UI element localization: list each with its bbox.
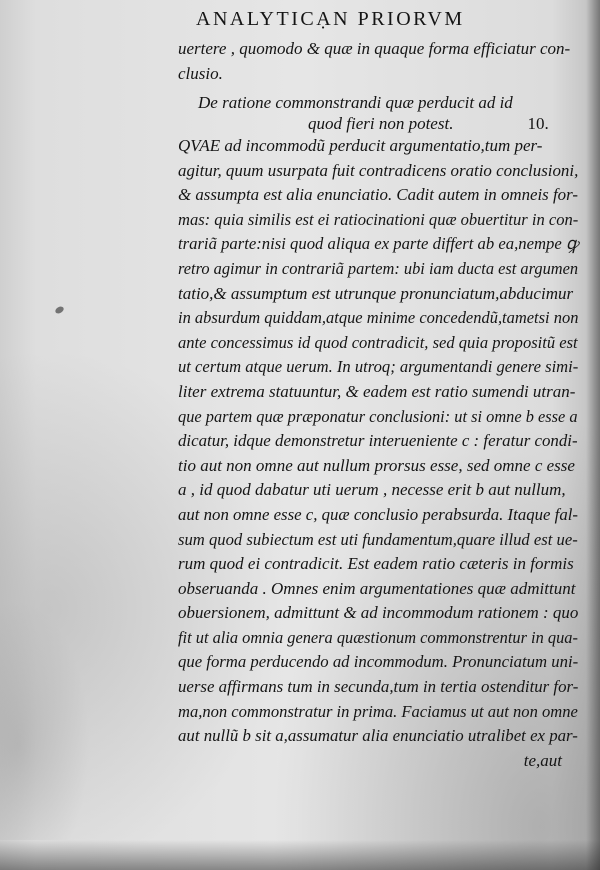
text-line: sum quod subiectum est uti fundamentum,quare illud est ue- [178, 529, 578, 549]
page-stain [0, 600, 90, 840]
section-heading-line: De ratione commonstrandi quæ perducit ad id [198, 93, 513, 112]
section-heading [198, 92, 558, 134]
text-line: aut non omne esse c, quæ conclusio perabsurda. Itaque fal- [178, 504, 578, 524]
section-heading-line [308, 113, 558, 134]
text-line: que partem quæ præponatur conclusioni: ut si omne b esse a [178, 406, 578, 426]
text-line: mas: quia similis est ei ratiocinationi quæ obuertitur in con- [178, 209, 579, 229]
text-line: QVAE ad incommodũ perducit argumentatio,tum per- [178, 136, 543, 155]
text-line: rum quod ei contradicit. Est eadem ratio cæteris in formis [178, 554, 574, 574]
text-line: te,aut [523, 750, 562, 770]
running-head: ANALYTICẠN PRIORVM [196, 8, 465, 30]
text-line: ma,non commonstratur in prima. Faciamus ut aut non omne [178, 701, 578, 721]
text-line: tio aut non omne aut nullum prorsus esse, sed omne c esse [178, 455, 575, 475]
text-line: fit ut alia omnia genera quæstionum commonstrentur in qua- [178, 627, 578, 647]
text-line: ut certum atque uerum. In utroq; argumentandi genere simi- [178, 357, 579, 377]
text-line: agitur, quum usurpata fuit contradicens oratio conclusioni, [178, 160, 579, 180]
text-line: uertere , quomodo & quæ in quaque forma efficiatur con- [178, 39, 571, 58]
body-text [178, 134, 580, 773]
text-line: clusio. [178, 64, 223, 83]
text-line: uerse affirmans tum in secunda,tum in tertia ostenditur for- [178, 677, 579, 697]
text-line: tatio,& assumptum est utrunque pronunciatum,abducimur [178, 283, 574, 303]
text-line: obuersionem, admittunt & ad incommodum rationem : quo [178, 603, 579, 623]
text-line: que forma perducendo ad incommodum. Pronunciatum uni- [178, 652, 579, 672]
text-line: aut nullũ b sit a,assumatur alia enunciatio utralibet ex par- [178, 726, 578, 746]
section-heading-text: quod fieri non potest. [308, 114, 454, 133]
section-number: 10. [527, 114, 549, 133]
page-bottom-shadow [0, 840, 600, 870]
text-line: dicatur, idque demonstretur interueniente c : feratur condi- [178, 431, 578, 451]
ink-smudge [54, 305, 65, 315]
intro-text [178, 36, 580, 86]
text-line: retro agimur in contrariã partem: ubi iam ducta est argumen [178, 258, 579, 278]
text-line: trariã parte:nisi quod aliqua ex parte differt ab ea,nempe ꝙ [178, 234, 579, 254]
text-line: & assumpta est alia enunciatio. Cadit autem in omneis for- [178, 185, 578, 205]
text-line: liter extrema statuuntur, & eadem est ratio sumendi utran- [178, 381, 576, 401]
page-edge-shadow [586, 0, 600, 870]
text-line: in absurdum quiddam,atque minime concedendũ,tametsi non [178, 308, 579, 328]
text-line: a , id quod dabatur uti uerum , necesse erit b aut nullum, [178, 480, 566, 500]
text-line: obseruanda . Omnes enim argumentationes quæ admittunt [178, 578, 576, 598]
text-line: ante concessimus id quod contradicit, sed quia propositũ est [178, 332, 578, 352]
